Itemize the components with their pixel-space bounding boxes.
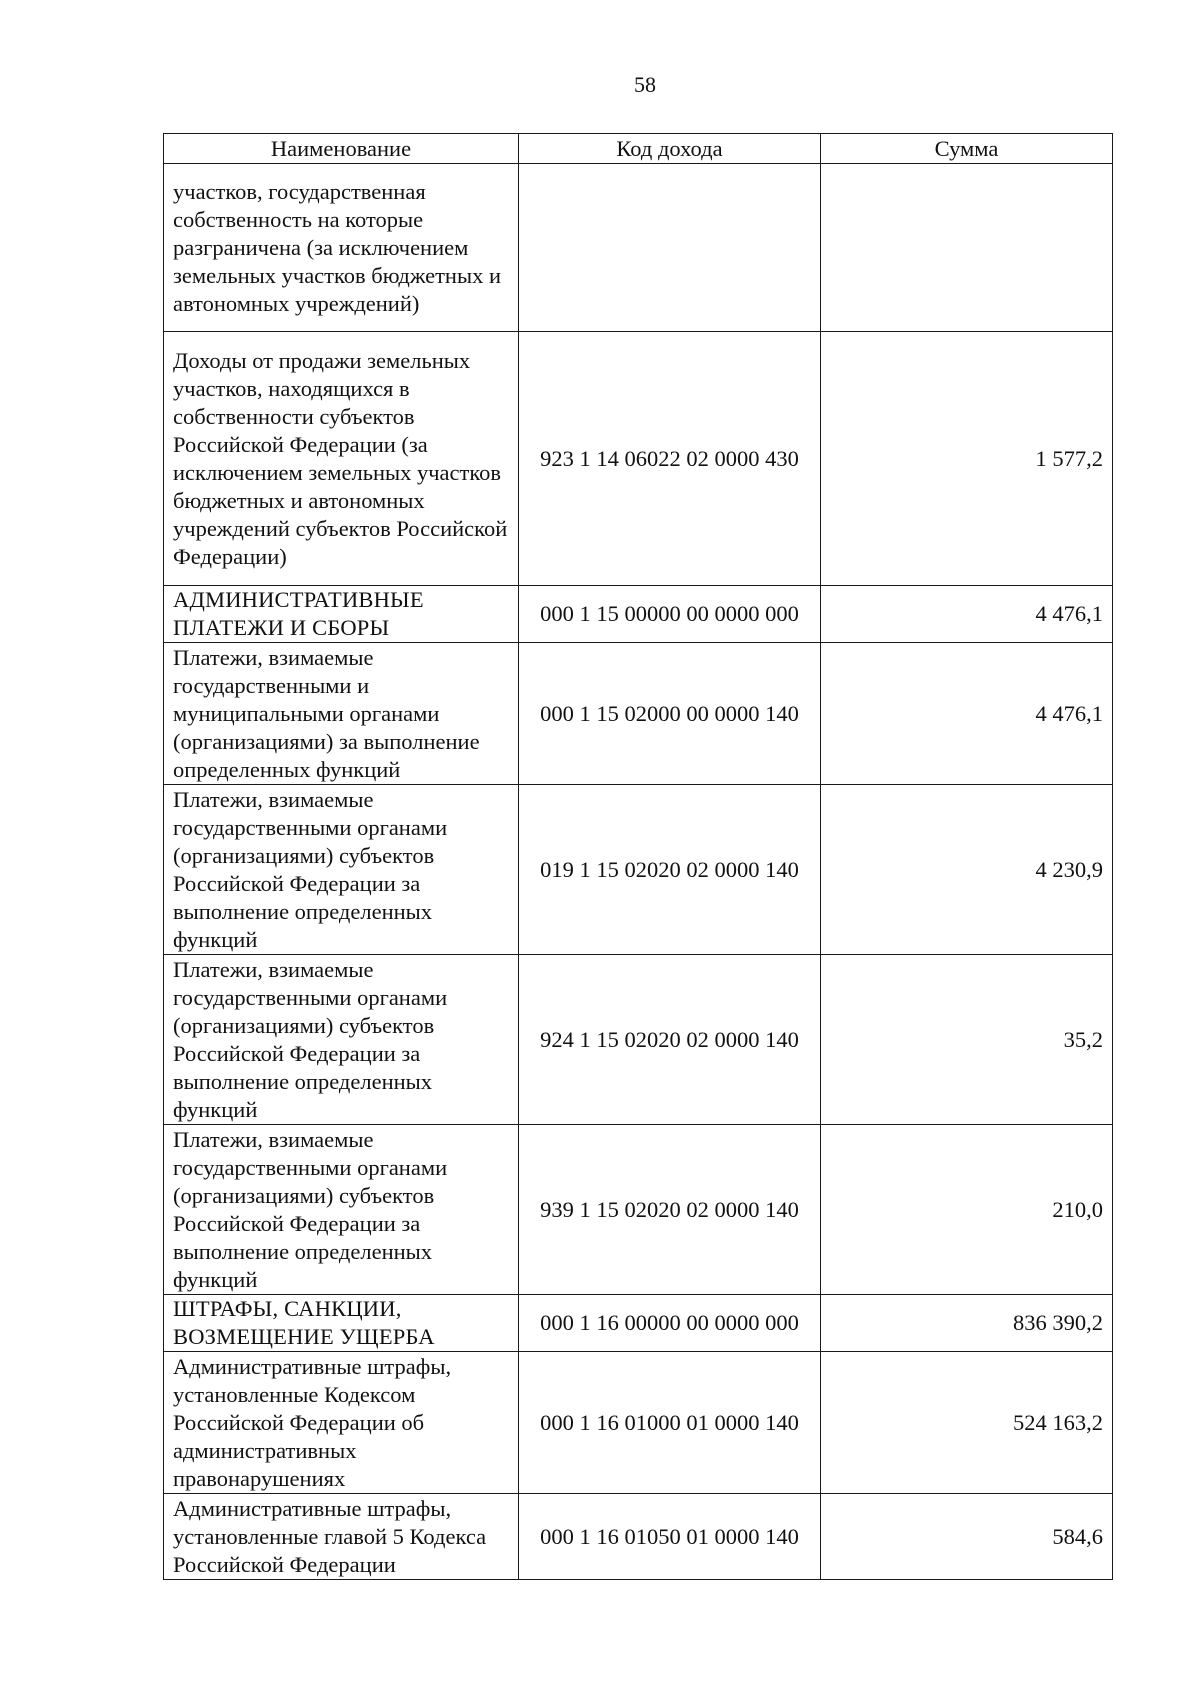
table-row	[164, 643, 1113, 785]
header-name: Наименование	[164, 134, 519, 164]
row-code: 000 1 15 00000 00 0000 000	[519, 586, 821, 643]
row-code: 924 1 15 02020 02 0000 140	[519, 955, 821, 1125]
row-code	[519, 164, 821, 332]
row-name: Платежи, взимаемые государственными и муниципальными органами (организациями) за выполнение определенных функций	[164, 643, 519, 785]
row-name: Административные штрафы, установленные главой 5 Кодекса Российской Федерации	[164, 1494, 519, 1580]
row-sum: 524 163,2	[821, 1352, 1113, 1494]
row-name: Доходы от продажи земельных участков, находящихся в собственности субъектов Российской Федерации (за исключением земельных участков бюджетных и автономных учреждений субъектов Российской Федерации)	[164, 332, 519, 586]
row-sum: 836 390,2	[821, 1295, 1113, 1352]
row-sum: 4 230,9	[821, 785, 1113, 955]
row-code: 000 1 15 02000 00 0000 140	[519, 643, 821, 785]
row-sum: 4 476,1	[821, 586, 1113, 643]
table-row	[164, 164, 1113, 332]
row-code: 000 1 16 01000 01 0000 140	[519, 1352, 821, 1494]
row-name: Платежи, взимаемые государственными органами (организациями) субъектов Российской Федерации за выполнение определенных функций	[164, 785, 519, 955]
revenue-table	[163, 133, 1113, 1580]
row-name: Платежи, взимаемые государственными органами (организациями) субъектов Российской Федерации за выполнение определенных функций	[164, 1125, 519, 1295]
row-name: участков, государственная собственность на которые разграничена (за исключением земельных участков бюджетных и автономных учреждений)	[164, 164, 519, 332]
page-number: 58	[634, 72, 656, 97]
row-sum: 210,0	[821, 1125, 1113, 1295]
row-code: 000 1 16 01050 01 0000 140	[519, 1494, 821, 1580]
row-name: Административные штрафы, установленные Кодексом Российской Федерации об административных правонарушениях	[164, 1352, 519, 1494]
table-row	[164, 955, 1113, 1125]
header-code: Код дохода	[519, 134, 821, 164]
table-row	[164, 1494, 1113, 1580]
table-row	[164, 332, 1113, 586]
table-row	[164, 1125, 1113, 1295]
header-sum: Сумма	[821, 134, 1113, 164]
row-sum: 1 577,2	[821, 332, 1113, 586]
table-row	[164, 1352, 1113, 1494]
table-row	[164, 586, 1113, 643]
table-header-row	[164, 134, 1113, 164]
row-sum: 4 476,1	[821, 643, 1113, 785]
row-sum	[821, 164, 1113, 332]
row-sum: 584,6	[821, 1494, 1113, 1580]
row-code: 923 1 14 06022 02 0000 430	[519, 332, 821, 586]
row-code: 019 1 15 02020 02 0000 140	[519, 785, 821, 955]
row-code: 939 1 15 02020 02 0000 140	[519, 1125, 821, 1295]
row-code: 000 1 16 00000 00 0000 000	[519, 1295, 821, 1352]
table-row	[164, 785, 1113, 955]
row-name: Платежи, взимаемые государственными органами (организациями) субъектов Российской Федерации за выполнение определенных функций	[164, 955, 519, 1125]
row-name: АДМИНИСТРАТИВНЫЕ ПЛАТЕЖИ И СБОРЫ	[164, 586, 519, 643]
row-name: ШТРАФЫ, САНКЦИИ, ВОЗМЕЩЕНИЕ УЩЕРБА	[164, 1295, 519, 1352]
table-row	[164, 1295, 1113, 1352]
row-sum: 35,2	[821, 955, 1113, 1125]
